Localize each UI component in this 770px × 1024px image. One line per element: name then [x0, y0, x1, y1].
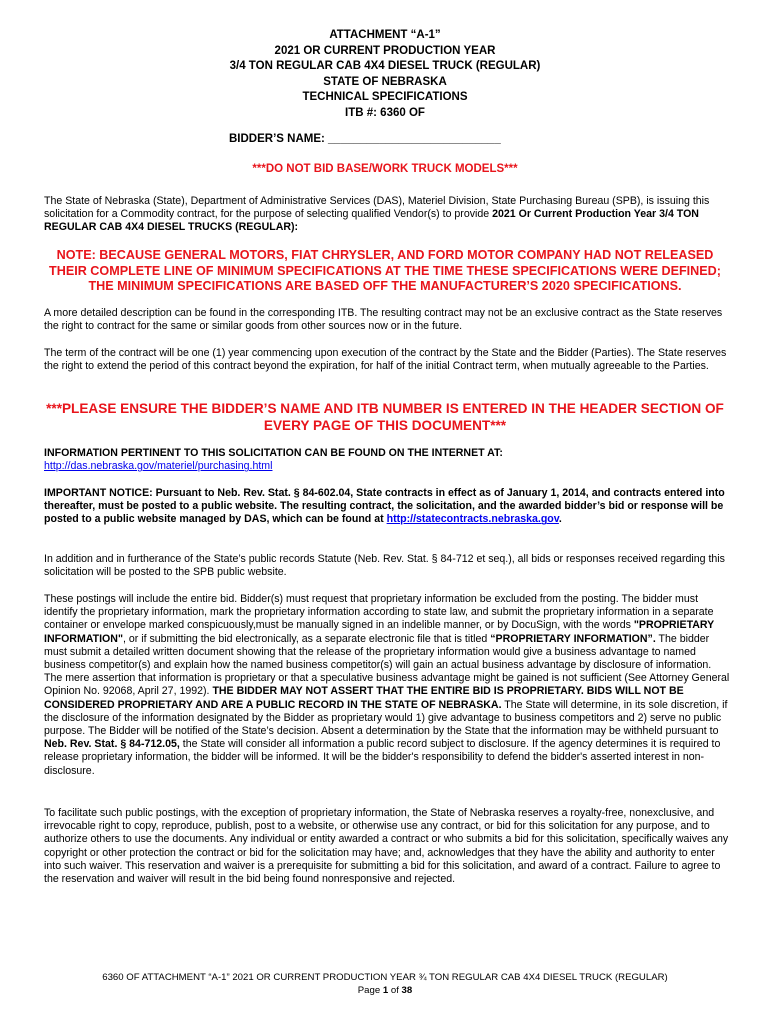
postings-bold-3: THE BIDDER MAY NOT ASSERT THAT THE ENTIRE BID IS PROPRIETARY. BIDS WILL NOT BE CONSIDERED PROPRIETARY AND ARE A PUBLIC RECORD IN THE STATE OF NEBRASKA.: [44, 685, 684, 711]
statecontracts-link[interactable]: http://statecontracts.nebraska.gov: [386, 513, 559, 526]
header-state: STATE OF NEBRASKA: [323, 75, 447, 88]
important-notice: [44, 487, 730, 527]
postings-text-5: the State will consider all information a public record subject to disclosure. If the agency determines it is required to release proprietary information, the bidder will be informed. It will be the bidder's responsibility to defend the bidder's asserted interest in non-disclosure.: [44, 738, 721, 777]
important-link-suffix: .: [558, 513, 562, 526]
postings-bold-2: “PROPRIETARY INFORMATION”.: [490, 632, 656, 645]
postings-bold-1: "PROPRIETARY INFORMATION": [44, 619, 715, 645]
info-section: [44, 447, 730, 473]
ensure-notice: ***PLEASE ENSURE THE BIDDER’S NAME AND ITB NUMBER IS ENTERED IN THE HEADER SECTION OF EVERY PAGE OF THIS DOCUMENT***: [46, 401, 724, 433]
intro-text: The State of Nebraska (State), Department of Administrative Services (DAS), Materiel Division, State Purchasing Bureau (SPB), is issuing this solicitation for a Commodity contract, for the purpose of selecting qualified Vendor(s) to provide: [44, 195, 710, 221]
postings-bold-4: Neb. Rev. Stat. § 84-712.05,: [44, 738, 180, 751]
header-attachment: ATTACHMENT “A-1”: [329, 29, 441, 41]
footer-total-pages: 38: [401, 985, 413, 996]
description-paragraph: A more detailed description can be found in the corresponding ITB. The resulting contract may not be an exclusive contract as the State reserves the right to contract for the same or similar goods from other sources now or in the future.: [44, 307, 723, 333]
bidder-name-field: BIDDER’S NAME: ___________________________: [229, 133, 501, 145]
intro-paragraph: [44, 195, 730, 235]
header-itb-number: ITB #: 6360 OF: [345, 106, 425, 119]
postings-text-3: The bidder must submit a detailed written document showing that the release of the proprietary information would give a business advantage to named business competitor(s) and explain how the named business competitor(s) will gain an actual business advantage by disclosure of information. The mere assertion that information is proprietary or that a speculative business advantage might be gained is not sufficient (See Attorney General Opinion No. 92068, April 27, 1992).: [44, 632, 730, 698]
term-paragraph: The term of the contract will be one (1) year commencing upon execution of the contract by the State and the Bidder (Parties). The State reserves the right to extend the period of this contract beyond the expiration, for half of the initial Contract term, when mutually agreeable to the Parties.: [44, 347, 727, 373]
postings-text-2: , or if submitting the bid electronically, as a separate electronic file that is titled: [122, 632, 491, 645]
public-records-paragraph: In addition and in furtherance of the State’s public records Statute (Neb. Rev. Stat. § 84-712 et seq.), all bids or responses received regarding this solicitation will be posted to the SPB public website.: [44, 553, 725, 579]
page-footer: [0, 971, 770, 997]
postings-text-4: The State will determine, in its sole discretion, if the disclosure of the information designated by the Bidder as proprietary would 1) give advantage to business competitors and 2) serve no public purpose. The Bidder will be notified of the State’s decision. Absent a determination by the State that the information may be withheld pursuant to: [44, 698, 728, 738]
header-truck-type: 3/4 TON REGULAR CAB 4X4 DIESEL TRUCK (REGULAR): [229, 60, 541, 73]
specifications-note: NOTE: BECAUSE GENERAL MOTORS, FIAT CHRYSLER, AND FORD MOTOR COMPANY HAD NOT RELEASED THEIR COMPLETE LINE OF MINIMUM SPECIFICATIONS AT THE TIME THESE SPECIFICATIONS WERE DEFINED; THE MINIMUM SPECIFICATIONS ARE BASED OFF THE MANUFACTURER’S 2020 SPECIFICATIONS.: [49, 248, 721, 294]
footer-current-page: 1: [382, 985, 389, 996]
document-header: [0, 28, 770, 122]
header-tech-specs: TECHNICAL SPECIFICATIONS: [302, 91, 468, 104]
intro-bold: 2021 Or Current Production Year 3/4 TON REGULAR CAB 4X4 DIESEL TRUCKS (REGULAR):: [44, 208, 699, 234]
footer-page-number: [0, 984, 770, 997]
important-notice-text: IMPORTANT NOTICE: Pursuant to Neb. Rev. Stat. § 84-602.04, State contracts in effect as of January 1, 2014, and contracts entered into thereafter, must be posted to a public website. The resulting contract, the solicitation, and the awarded bidder’s bid or response will be posted to a public website managed by DAS, which can be found at: [44, 487, 725, 526]
postings-paragraph: [44, 593, 730, 778]
footer-document-title: 6360 OF ATTACHMENT “A-1” 2021 OR CURRENT PRODUCTION YEAR ¾ TON REGULAR CAB 4X4 DIESEL TRUCK (REGULAR): [102, 972, 668, 983]
header-production-year: 2021 OR CURRENT PRODUCTION YEAR: [274, 44, 496, 57]
facilitate-paragraph: To facilitate such public postings, with the exception of proprietary information, the State of Nebraska reserves a royalty-free, nonexclusive, and irrevocable right to copy, reproduce, publish, post to a website, or otherwise use any contract, or bid for this solicitation for any purpose, and to authorize others to use the documents. Any individual or entity awarded a contract or who submits a bid for this solicitation, specifically waives any copyright or other protection the contract or bid for the solicitation may have; and, acknowledges that they have the ability and authority to enter into such waiver. This reservation and waiver is a prerequisite for submitting a bid for this solicitation, and award of a contract. Failure to agree to the reservation and waiver will result in the bid being found nonresponsive and rejected.: [44, 807, 729, 886]
no-bid-notice: ***DO NOT BID BASE/WORK TRUCK MODELS***: [252, 163, 518, 175]
purchasing-link[interactable]: http://das.nebraska.gov/materiel/purchasing.html: [44, 460, 273, 473]
info-heading: INFORMATION PERTINENT TO THIS SOLICITATION CAN BE FOUND ON THE INTERNET AT:: [44, 447, 503, 459]
footer-page-prefix: Page: [357, 985, 383, 996]
postings-text-1: These postings will include the entire bid. Bidder(s) must request that proprietary information be excluded from the posting. The bidder must identify the proprietary information, mark the proprietary information according to state law, and submit the proprietary information in a separate container or envelope marked conspicuously,must be manually signed in an indelible manner, or by DocuSign, with the words: [44, 593, 714, 632]
footer-page-mid: of: [388, 985, 402, 996]
